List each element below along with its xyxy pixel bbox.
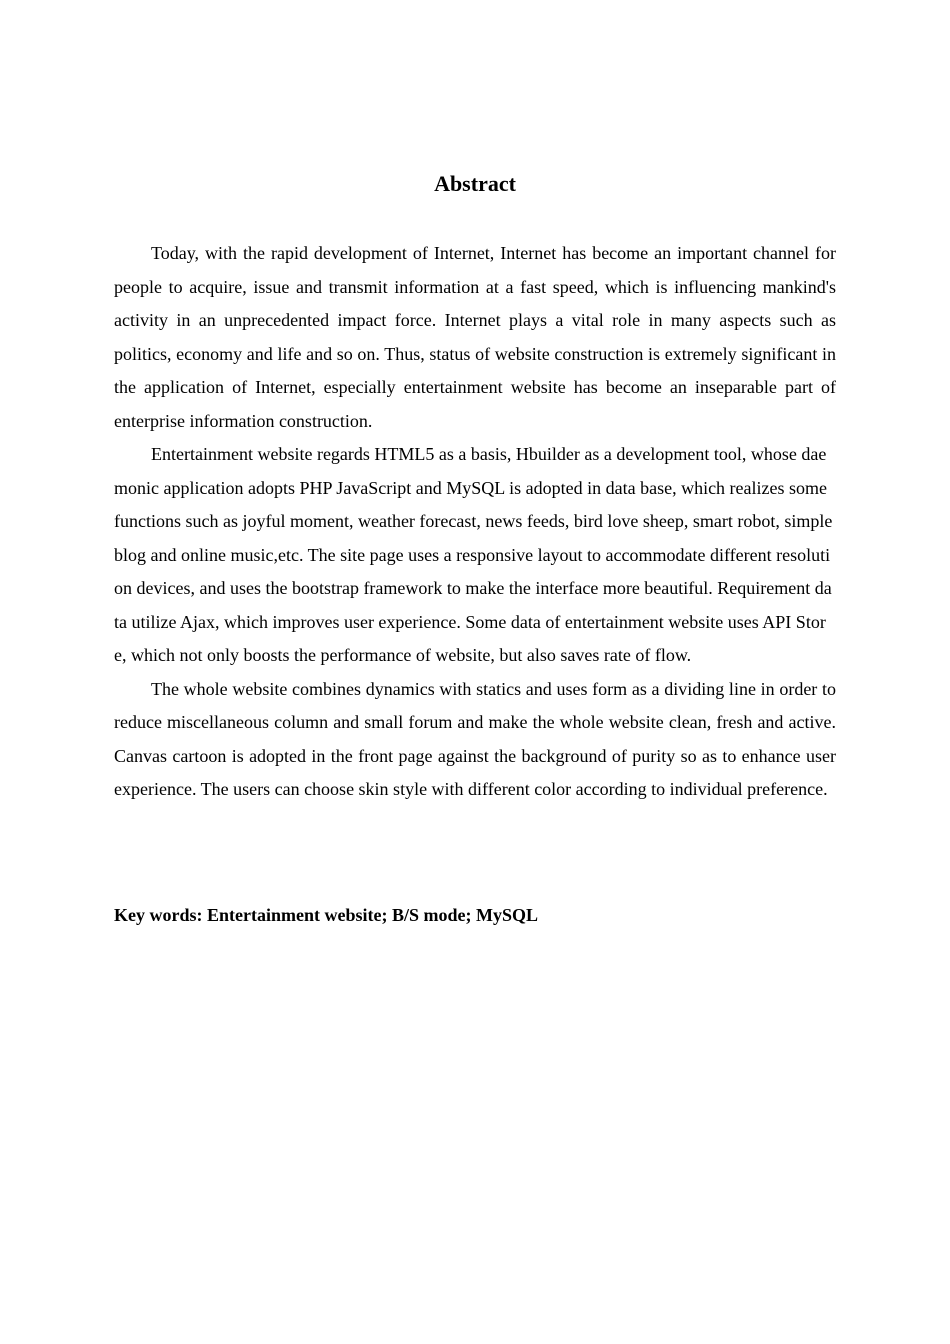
abstract-paragraph-2: Entertainment website regards HTML5 as a basis, Hbuilder as a development tool, whose daemonic application adopts PHP JavaScript and MySQL is adopted in data base, which realizes some functions such as joyful moment, weather forecast, news feeds, bird love sheep, smart robot, simple blog and online music,etc. The site page uses a responsive layout to accommodate different resolution devices, and uses the bootstrap framework to make the interface more beautiful. Requirement data utilize Ajax, which improves user experience. Some data of entertainment website uses API Store, which not only boosts the performance of website, but also saves rate of flow. bbox=[114, 444, 833, 665]
abstract-title: Abstract bbox=[434, 171, 516, 196]
keywords-line: Key words: Entertainment website; B/S mode; MySQL bbox=[114, 905, 538, 925]
abstract-paragraph-1: Today, with the rapid development of Internet, Internet has become an important channel for people to acquire, issue and transmit information at a fast speed, which is influencing mankind's activity in an unprecedented impact force. Internet plays a vital role in many aspects such as politics, economy and life and so on. Thus, status of website construction is extremely significant in the application of Internet, especially entertainment website has become an inseparable part of enterprise information construction. bbox=[114, 243, 836, 431]
abstract-paragraph-3: The whole website combines dynamics with statics and uses form as a dividing line in order to reduce miscellaneous column and small forum and make the whole website clean, fresh and active. Canvas cartoon is adopted in the front page against the background of purity so as to enhance user experience. The users can choose skin style with different color according to individual preference. bbox=[114, 678, 836, 799]
abstract-body bbox=[114, 237, 836, 807]
